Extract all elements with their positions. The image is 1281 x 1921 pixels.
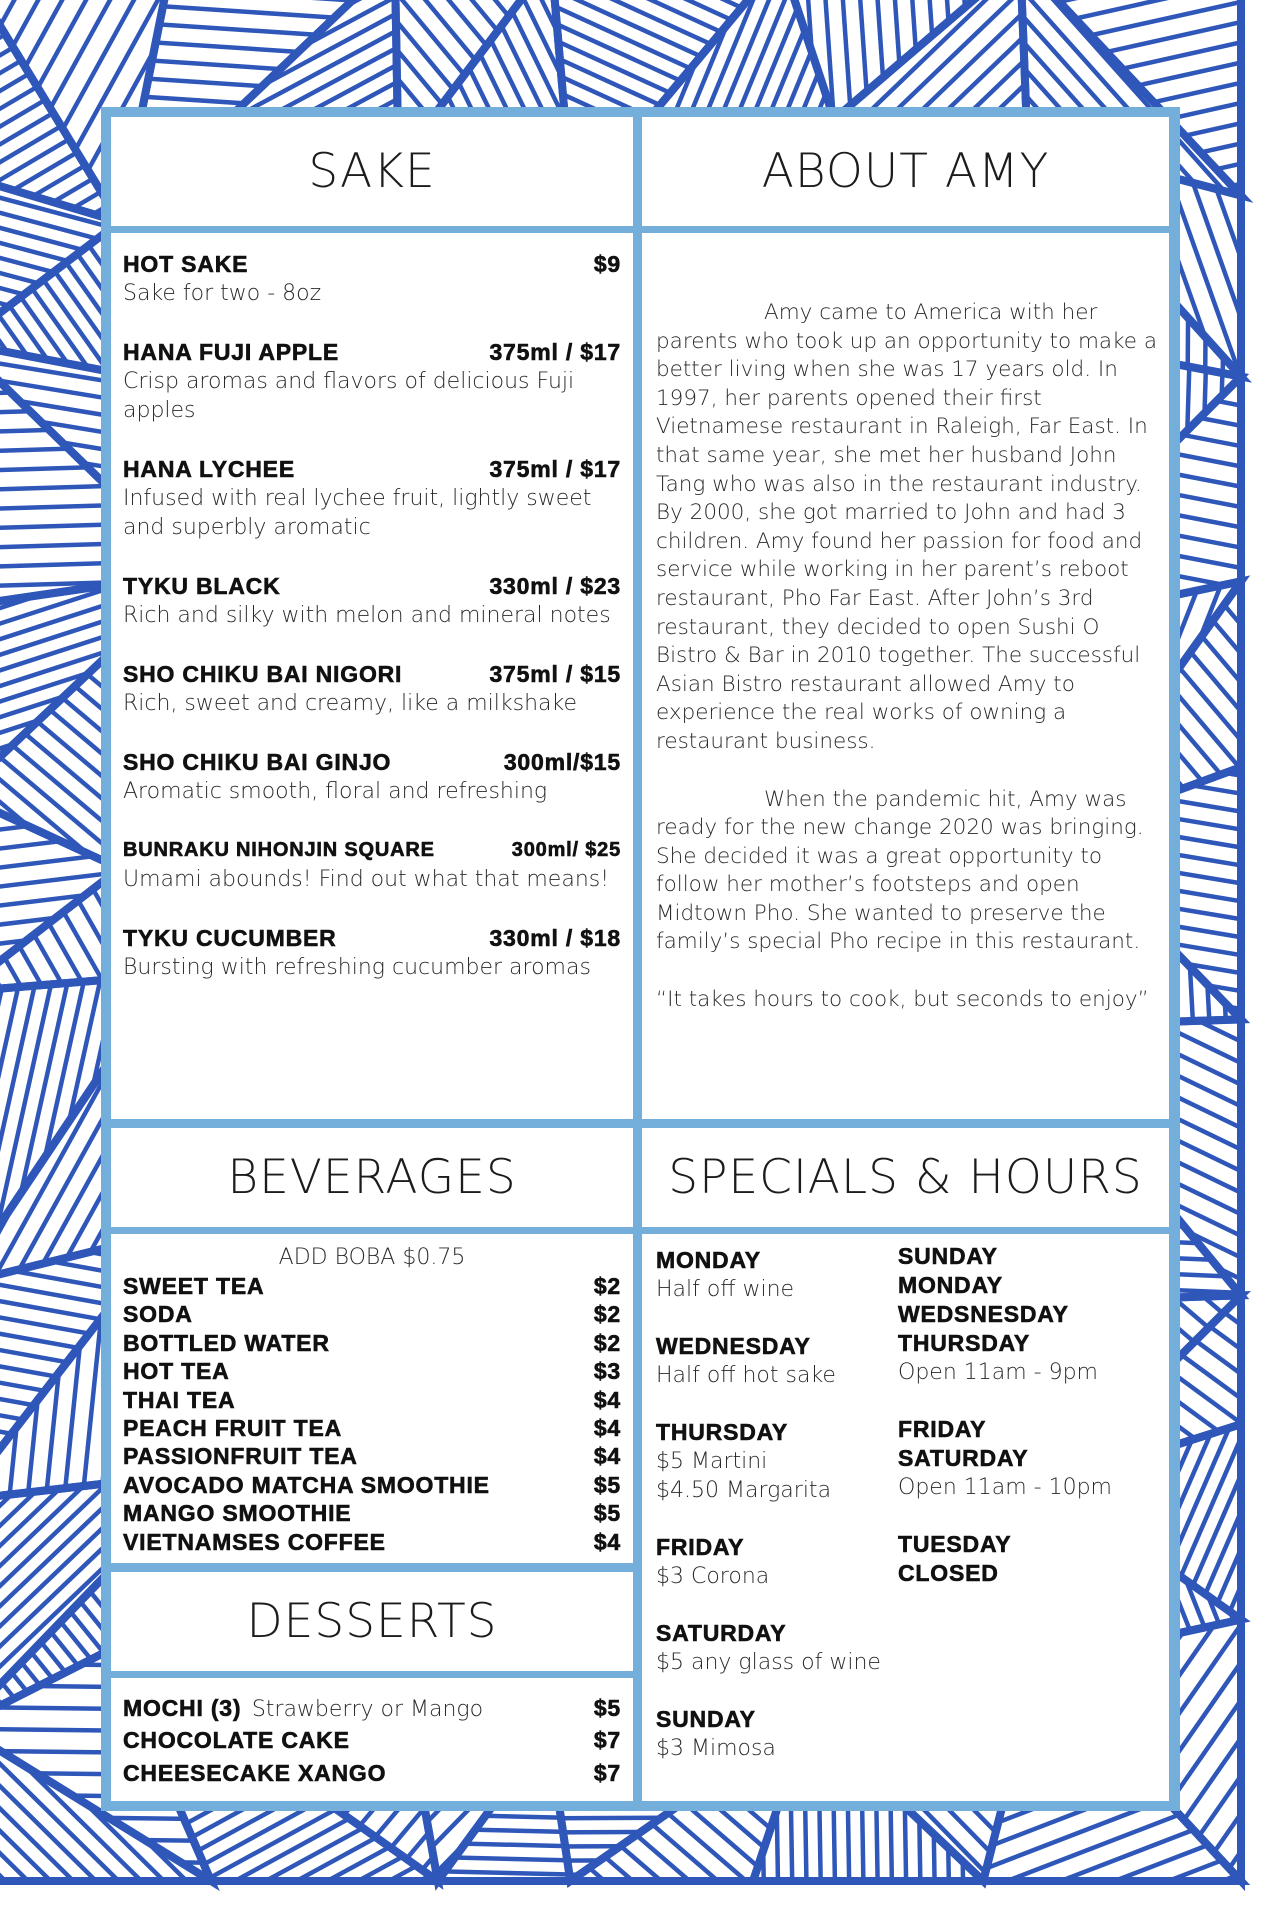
hours-day: CLOSED [898,1560,999,1586]
sake-price: 375ml / $15 [489,661,621,687]
about-paragraph-2: When the pandemic hit, Amy was ready for the new change 2020 was bringing. She decided it was a great opportunity to follow her mother’s footsteps and open Midtown Pho. She wanted to preserve the family’s special Pho recipe in this restaurant. [656,786,1144,955]
sake-item [123,572,621,630]
sake-item [123,250,621,308]
sake-description: Aromatic smooth, floral and refreshing [123,779,548,804]
beverage-name: SODA [123,1301,193,1328]
sake-description: Sake for two - 8oz [123,281,322,306]
dessert-detail: Strawberry or Mango [251,1697,484,1722]
sake-price: 300ml/$15 [503,749,621,775]
sake-list [123,250,621,982]
beverage-name: VIETNAMSES COFFEE [123,1528,386,1555]
special-day: MONDAY [656,1247,761,1273]
sake-price: 330ml / $23 [489,573,621,599]
hours-group [898,1242,1158,1387]
special-item [656,1533,886,1591]
specials-title: SPECIALS & HOURS [668,1150,1143,1205]
about-title: ABOUT AMY [761,144,1050,199]
beverage-row [123,1386,621,1414]
special-item [656,1332,886,1390]
beverage-price: $2 [593,1329,621,1356]
hours-day: MONDAY [898,1272,1003,1298]
dessert-name: MOCHI (3) [123,1695,242,1721]
sake-name: TYKU CUCUMBER [123,925,337,951]
beverage-row [123,1272,621,1300]
hours-group [898,1415,1158,1502]
beverage-name: AVOCADO MATCHA SMOOTHIE [123,1471,490,1498]
beverage-price: $5 [593,1471,621,1498]
sake-item-row [123,455,621,484]
sake-item [123,660,621,718]
sake-description: Umami abounds! Find out what that means! [123,867,610,892]
hours-day: SUNDAY [898,1243,998,1269]
desserts-header [111,1572,633,1671]
hours-day: SATURDAY [898,1445,1029,1471]
dessert-row [123,1726,621,1758]
beverage-row [123,1329,621,1357]
sake-item-row [123,250,621,279]
beverage-price: $2 [593,1273,621,1299]
hours-list [898,1242,1158,1616]
beverage-row [123,1471,621,1499]
dessert-label [123,1726,350,1758]
beverage-name: PASSIONFRUIT TEA [123,1443,358,1470]
hours-day: FRIDAY [898,1416,987,1442]
beverage-price: $4 [593,1415,621,1442]
beverages-header [111,1128,633,1227]
special-offer: $5 Martini [656,1449,768,1474]
dessert-row [123,1759,621,1791]
specials-header [642,1128,1169,1227]
special-item [656,1418,886,1505]
hours-day: TUESDAY [898,1531,1012,1557]
menu-frame [101,107,1180,1811]
beverage-row [123,1300,621,1328]
sake-description: Bursting with refreshing cucumber aromas [123,955,591,980]
beverage-row [123,1442,621,1470]
specials-panel [642,1234,1169,1801]
beverage-price: $5 [593,1500,621,1527]
dessert-row [123,1694,621,1726]
beverage-name: HOT TEA [123,1358,230,1385]
special-item [656,1619,886,1677]
sake-price: 375ml / $17 [489,339,621,365]
special-day: SUNDAY [656,1706,756,1732]
sake-description: Crisp aromas and flavors of delicious Fuji apples [123,369,575,423]
beverage-row [123,1357,621,1385]
sake-price: $9 [593,251,621,277]
sake-item-row [123,660,621,689]
dessert-name: CHOCOLATE CAKE [123,1727,350,1754]
beverage-price: $4 [593,1443,621,1470]
sake-item-row [123,572,621,601]
about-header [642,117,1169,226]
beverage-name: PEACH FRUIT TEA [123,1415,342,1442]
beverage-name: SWEET TEA [123,1273,265,1299]
dessert-list [123,1694,621,1791]
sake-item-row [123,836,621,865]
special-day: SATURDAY [656,1620,787,1646]
sake-item [123,836,621,894]
desserts-title: DESSERTS [246,1594,498,1649]
sake-title: SAKE [308,144,436,199]
beverage-price: $2 [593,1301,621,1328]
sake-description: Rich, sweet and creamy, like a milkshake [123,691,578,716]
sake-item-row [123,338,621,367]
boba-note: ADD BOBA $0.75 [278,1245,466,1270]
sake-price: 375ml / $17 [489,456,621,482]
sake-name: HOT SAKE [123,251,249,277]
special-offer: Half off hot sake [656,1363,836,1388]
beverage-name: THAI TEA [123,1386,236,1413]
beverage-price: $3 [593,1358,621,1385]
dessert-price: $7 [593,1759,621,1786]
beverage-row [123,1414,621,1442]
about-quote: “It takes hours to cook, but seconds to enjoy” [656,987,1149,1013]
sake-name: HANA LYCHEE [123,456,295,482]
sake-name: SHO CHIKU BAI GINJO [123,749,392,775]
beverage-price: $4 [593,1386,621,1413]
sake-item [123,924,621,982]
beverages-panel [111,1234,633,1563]
dessert-name: CHEESECAKE XANGO [123,1759,387,1786]
hours-time: Open 11am - 9pm [898,1360,1098,1385]
sake-name: HANA FUJI APPLE [123,339,340,365]
sake-panel [111,233,633,1119]
sake-name: TYKU BLACK [123,573,281,599]
special-offer: Half off wine [656,1277,795,1302]
beverage-row [123,1499,621,1527]
hours-time: Open 11am - 10pm [898,1475,1112,1500]
sake-item-row [123,748,621,777]
sake-description: Infused with real lychee fruit, lightly sweet and superbly aromatic [123,486,592,540]
special-offer: $4.50 Margarita [656,1478,832,1503]
sake-item [123,748,621,806]
hours-day: WEDSNESDAY [898,1301,1069,1327]
dessert-label [123,1694,483,1726]
special-day: FRIDAY [656,1534,745,1560]
sake-price: 330ml / $18 [489,925,621,951]
dessert-label [123,1759,386,1791]
special-item [656,1246,886,1304]
dessert-price: $7 [593,1727,621,1754]
about-paragraph-1: Amy came to America with her parents who took up an opportunity to make a better living when she was 17 years old. In 1997, her parents opened their first Vietnamese restaurant in Raleigh, Far East. In that same year, she met her husband John Tang who was also in the restaurant industry. By 2000, she got married to John and had 3 children. Amy found her passion for food and service while working in her parent’s reboot restaurant, Pho Far East. After John’s 3rd restaurant, they decided to open Sushi O Bistro & Bar in 2010 together. The successful Asian Bistro restaurant allowed Amy to experience the real works of owning a restaurant business. [656,300,1158,754]
sake-item [123,338,621,425]
beverage-name: MANGO SMOOTHIE [123,1500,352,1527]
sake-header [111,117,633,226]
beverage-name: BOTTLED WATER [123,1329,330,1356]
special-offer: $5 any glass of wine [656,1650,881,1675]
special-offer: $3 Mimosa [656,1736,776,1761]
special-day: THURSDAY [656,1419,789,1445]
specials-list [656,1246,886,1791]
sake-name: SHO CHIKU BAI NIGORI [123,661,403,687]
beverage-row [123,1528,621,1556]
sake-name: BUNRAKU NIHONJIN SQUARE [123,839,435,861]
sake-item [123,455,621,542]
hours-group [898,1530,1158,1588]
sake-item-row [123,924,621,953]
special-item [656,1705,886,1763]
beverage-list [123,1272,621,1556]
sake-description: Rich and silky with melon and mineral notes [123,603,611,628]
beverages-title: BEVERAGES [227,1150,517,1205]
dessert-price: $5 [593,1695,621,1721]
sake-price: 300ml/ $25 [511,839,621,861]
special-offer: $3 Corona [656,1564,770,1589]
special-day: WEDNESDAY [656,1333,811,1359]
hours-day: THURSDAY [898,1330,1031,1356]
beverage-price: $4 [593,1528,621,1555]
desserts-panel [111,1678,633,1801]
about-panel [642,233,1169,1119]
